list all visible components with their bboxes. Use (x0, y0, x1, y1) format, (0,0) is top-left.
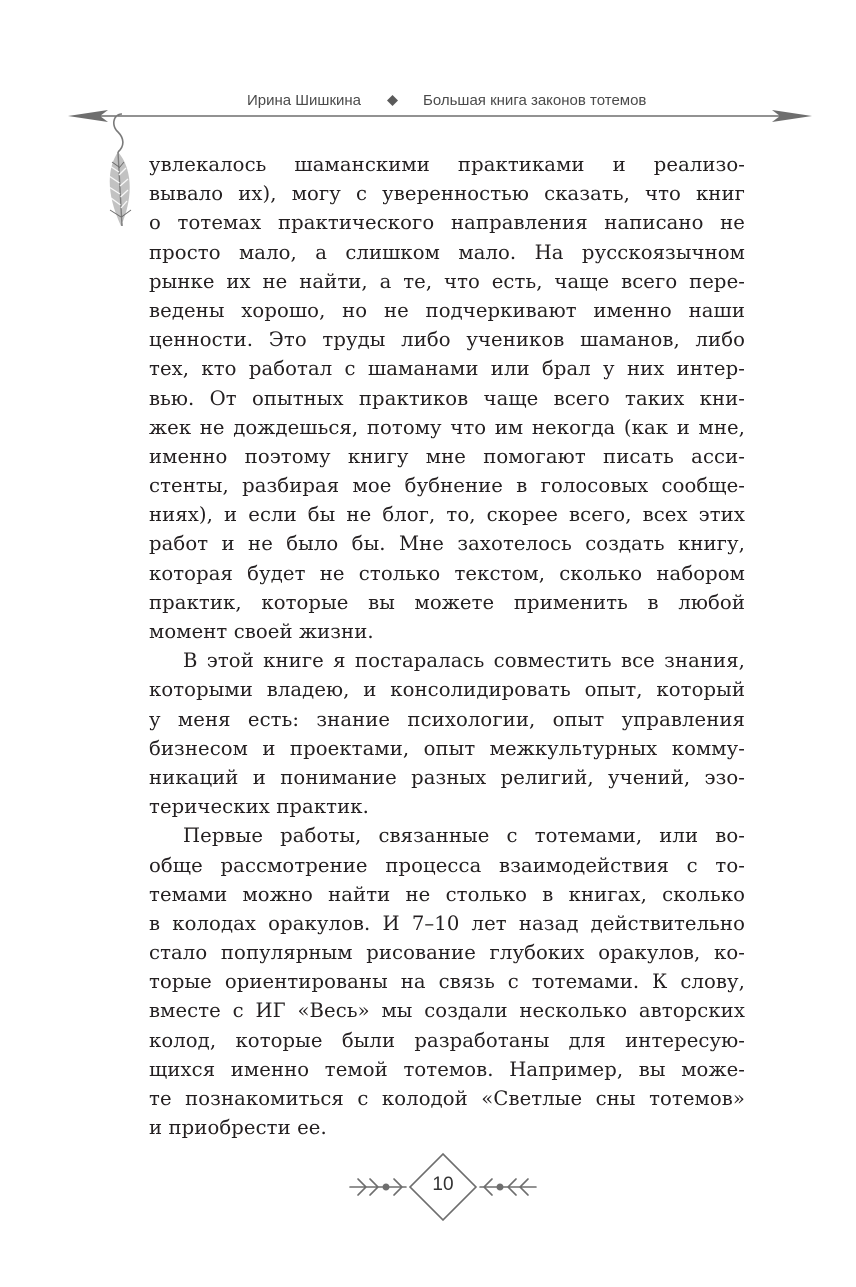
page-footer (348, 1150, 538, 1224)
text-line: обще рассмотрение процесса взаимодействия с то- (149, 853, 745, 877)
text-line: практик, которые вы можете применить в любой (149, 590, 745, 614)
text-line: никаций и понимание разных религий, учений, эзо- (149, 765, 745, 789)
text-line: которыми владею, и консолидировать опыт, который (149, 678, 745, 702)
text-line: торые ориентированы на связь с тотемами. К слову, (149, 970, 745, 994)
text-line: колод, которые были разработаны для интересую- (149, 1028, 745, 1052)
feather-icon (100, 112, 144, 232)
text-line: терических практик. (149, 795, 369, 819)
text-line: которая будет не столько текстом, сколько набором (149, 561, 745, 585)
text-line: бизнесом и проектами, опыт межкультурных комму- (149, 736, 745, 760)
text-line: и приобрести ее. (149, 1116, 327, 1140)
header-author: Ирина Шишкина (247, 92, 362, 109)
arrow-rule-ornament (68, 110, 812, 122)
text-line: рынке их не найти, а те, что есть, чаще всего пере- (149, 269, 745, 293)
text-line: тех, кто работал с шаманами или брал у них интер- (149, 357, 745, 381)
text-line: работ и не было бы. Мне захотелось создать книгу, (149, 532, 745, 556)
page-number: 10 (432, 1174, 454, 1195)
text-line: вывало их), могу с уверенностью сказать, что книг (149, 182, 745, 206)
text-line: у меня есть: знание психологии, опыт управления (149, 707, 745, 731)
text-line: щихся именно темой тотемов. Например, вы може- (149, 1057, 745, 1081)
text-line: увлекалось шаманскими практиками и реализо- (149, 153, 745, 176)
text-line: момент своей жизни. (149, 620, 374, 643)
text-line: о тотемах практического направления написано не (149, 211, 745, 235)
text-line: стало популярным рисование глубоких оракулов, ко- (149, 941, 745, 965)
text-line: В этой книге я постаралась совместить все знания, (183, 649, 745, 673)
body-text (149, 150, 745, 1142)
text-line: вместе с ИГ «Весь» мы создали несколько авторских (149, 999, 745, 1023)
text-line: ценности. Это труды либо учеников шаманов, либо (149, 328, 745, 352)
diamond-ornament-icon (387, 95, 398, 106)
text-line: жек не дождешься, потому что им некогда (как и мне, (149, 415, 745, 439)
header-book-title: Большая книга законов тотемов (423, 92, 647, 109)
text-line: ниях), и если бы не блог, то, скорее всего, всех этих (149, 503, 745, 527)
text-line: те познакомиться с колодой «Светлые сны тотемов» (149, 1087, 745, 1110)
text-line: вью. От опытных практиков чаще всего таких кни- (149, 386, 745, 410)
text-line: темами можно найти не столько в книгах, сколько (149, 882, 745, 906)
text-line: именно поэтому книгу мне помогают писать асси- (149, 444, 745, 468)
text-line: Первые работы, связанные с тотемами, или во- (183, 824, 745, 848)
text-line: ведены хорошо, но не подчеркивают именно наши (149, 298, 745, 322)
text-line: стенты, разбирая мое бубнение в голосовых сообще- (149, 474, 745, 498)
text-line: в колодах оракулов. И 7–10 лет назад действительно (149, 911, 745, 935)
text-line: просто мало, а слишком мало. На русскоязычном (149, 240, 745, 264)
